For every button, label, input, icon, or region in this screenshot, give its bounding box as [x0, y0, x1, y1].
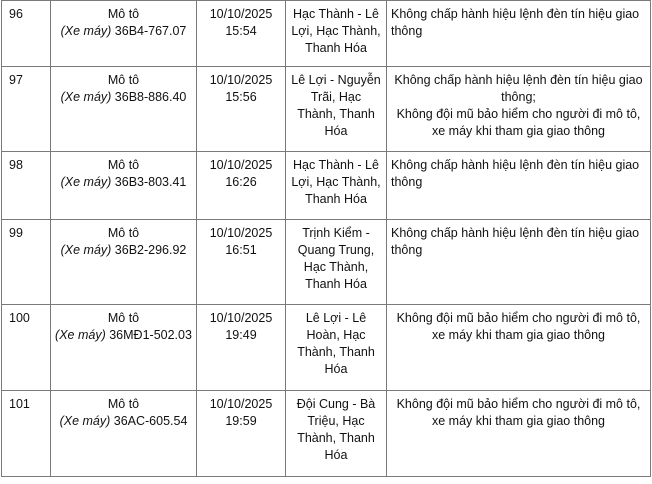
violation-time: 16:26: [225, 175, 257, 189]
violation-text: Không đội mũ bảo hiểm cho người đi mô tô, xe máy khi tham gia giao thông: [396, 107, 641, 138]
vehicle-cell: [51, 67, 197, 152]
violation-text: Không chấp hành hiệu lệnh đèn tín hiệu giao thông;: [394, 73, 643, 104]
vehicle-cell: [51, 152, 197, 220]
vehicle-class: (Xe máy): [59, 414, 111, 428]
location-cell: Hạc Thành - Lê Lợi, Hạc Thành, Thanh Hóa: [286, 152, 387, 220]
vehicle-type: Mô tô: [107, 226, 140, 240]
violation-text: Không đội mũ bảo hiểm cho người đi mô tô, xe máy khi tham gia giao thông: [396, 311, 641, 342]
location-cell: Lê Lợi - Nguyễn Trãi, Hạc Thành, Thanh Hóa: [286, 67, 387, 152]
violation-date: 10/10/2025: [209, 226, 273, 240]
violation-date: 10/10/2025: [209, 397, 273, 411]
vehicle-class: (Xe máy): [60, 175, 112, 189]
table-row: [2, 220, 651, 305]
violation-date: 10/10/2025: [209, 311, 273, 325]
violation-cell: [387, 220, 651, 305]
vehicle-class: (Xe máy): [60, 243, 112, 257]
violation-time: 19:49: [225, 328, 257, 342]
license-plate: 36B3-803.41: [114, 175, 187, 189]
vehicle-class: (Xe máy): [60, 90, 112, 104]
table-row: [2, 305, 651, 391]
row-number: 98: [2, 152, 51, 220]
license-plate: 36B2-296.92: [114, 243, 187, 257]
datetime-cell: [197, 1, 286, 67]
location-cell: Đội Cung - Bà Triệu, Hạc Thành, Thanh Hóa: [286, 391, 387, 477]
table-row: [2, 152, 651, 220]
datetime-cell: [197, 152, 286, 220]
violation-text: Không chấp hành hiệu lệnh đèn tín hiệu giao thông: [391, 158, 640, 189]
violation-cell: [387, 152, 651, 220]
vehicle-cell: [51, 220, 197, 305]
violation-date: 10/10/2025: [209, 73, 273, 87]
vehicle-type: Mô tô: [107, 73, 140, 87]
violation-time: 19:59: [225, 414, 257, 428]
violation-time: 15:54: [225, 24, 257, 38]
location-cell: Trịnh Kiểm - Quang Trung, Hạc Thành, Thanh Hóa: [286, 220, 387, 305]
vehicle-cell: [51, 1, 197, 67]
vehicle-type: Mô tô: [107, 7, 140, 21]
violation-cell: [387, 305, 651, 391]
vehicle-cell: [51, 305, 197, 391]
table-row: [2, 1, 651, 67]
row-number: 101: [2, 391, 51, 477]
violation-date: 10/10/2025: [209, 7, 273, 21]
violation-cell: [387, 67, 651, 152]
row-number: 99: [2, 220, 51, 305]
violation-cell: [387, 1, 651, 67]
violation-text: Không chấp hành hiệu lệnh đèn tín hiệu giao thông: [391, 226, 640, 257]
license-plate: 36MĐ1-502.03: [109, 328, 192, 342]
vehicle-cell: [51, 391, 197, 477]
violation-cell: [387, 391, 651, 477]
violations-table: [1, 0, 651, 477]
table-row: [2, 391, 651, 477]
datetime-cell: [197, 67, 286, 152]
violation-time: 15:56: [225, 90, 257, 104]
violation-text: Không chấp hành hiệu lệnh đèn tín hiệu giao thông: [391, 7, 640, 38]
license-plate: 36AC-605.54: [113, 414, 188, 428]
vehicle-type: Mô tô: [107, 158, 140, 172]
vehicle-type: Mô tô: [107, 397, 140, 411]
datetime-cell: [197, 391, 286, 477]
vehicle-class: (Xe máy): [55, 328, 106, 342]
datetime-cell: [197, 220, 286, 305]
row-number: 100: [2, 305, 51, 391]
row-number: 96: [2, 1, 51, 67]
license-plate: 36B8-886.40: [114, 90, 187, 104]
datetime-cell: [197, 305, 286, 391]
vehicle-type: Mô tô: [107, 311, 140, 325]
table-row: [2, 67, 651, 152]
location-cell: Lê Lợi - Lê Hoàn, Hạc Thành, Thanh Hóa: [286, 305, 387, 391]
license-plate: 36B4-767.07: [114, 24, 187, 38]
row-number: 97: [2, 67, 51, 152]
vehicle-class: (Xe máy): [60, 24, 112, 38]
violation-text: Không đội mũ bảo hiểm cho người đi mô tô, xe máy khi tham gia giao thông: [396, 397, 641, 428]
location-cell: Hạc Thành - Lê Lợi, Hạc Thành, Thanh Hóa: [286, 1, 387, 67]
violation-time: 16:51: [225, 243, 257, 257]
violation-date: 10/10/2025: [209, 158, 273, 172]
